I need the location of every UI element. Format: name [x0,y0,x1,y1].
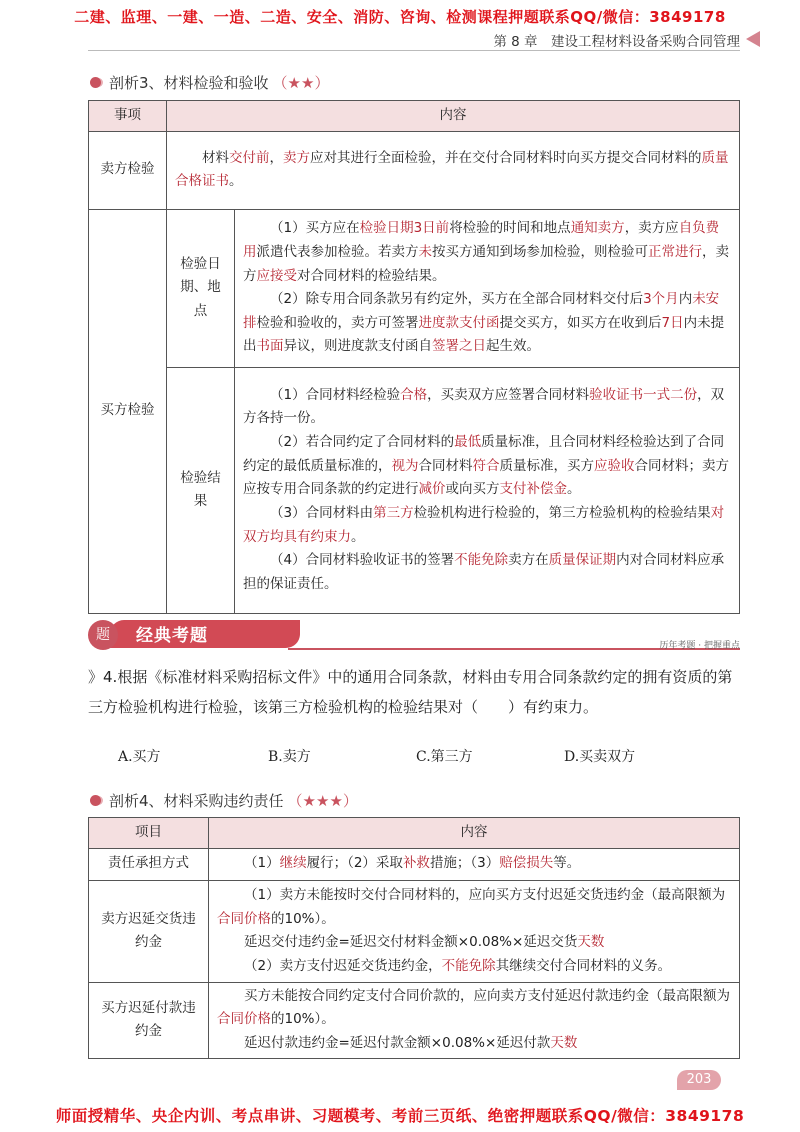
plain-text: 内 [678,291,693,308]
section3-table [88,100,740,614]
plain-text: （1） [244,855,280,872]
row-paragraph [243,431,731,502]
highlight-text: 减价 [418,481,446,498]
option-d[interactable]: D.买卖双方 [564,749,636,765]
plain-text: 提交买方，如买方在收到后 [499,314,662,331]
plain-text: ，卖方 [243,243,729,284]
plain-text: 检验机构进行检验的，第三方检验机构的检验结果 [413,504,711,521]
row-item: 买方迟延付款违约金 [89,982,209,1058]
plain-text: ，双方各持一份。 [243,386,725,427]
plain-text: ， [269,149,283,166]
plain-text: 延迟交付违约金=延迟交付材料金额×0.08%×延迟交货 [244,934,578,951]
section4-title-text: 剖析4、材料采购违约责任 [109,792,284,810]
plain-text: 履行；（2）采取 [306,855,403,872]
highlight-text: 不能免除 [454,552,509,569]
row-paragraph [217,985,731,1032]
plain-text: 对合同材料的检验结果。 [297,267,446,284]
row-paragraph [243,384,731,431]
row-paragraph [243,549,731,596]
classic-badge-icon: 题 [88,620,118,650]
highlight-text: 未安排 [243,291,720,331]
plain-text: 材料 [202,149,229,166]
highlight-text: 第三方 [373,504,414,521]
highlight-text: 赔偿损失 [499,855,554,872]
plain-text: 派遣代表参加检验。若卖方 [256,243,419,260]
row-paragraph [217,1032,731,1056]
option-a[interactable]: A.买方 [118,749,161,765]
table-row [89,848,740,880]
classic-header-label: 经典考题 [136,626,208,646]
table-header-content: 内容 [167,101,740,132]
highlight-text: 应验收 [594,457,635,474]
chapter-header: 第 8 章 建设工程材料设备采购合同管理 [493,34,740,50]
section4-stars: （★★★） [287,792,358,810]
bottom-promo-banner: 师面授精华、央企内训、考点串讲、习题模考、考前三页纸、绝密押题联系QQ/微信：3849178 [55,1107,745,1125]
plain-text: （2）除专用合同条款另有约定外，买方在全部合同材料交付后 [270,291,644,308]
plain-text: ，买卖双方应签署合同材料 [427,386,590,403]
highlight-text: 合格 [400,386,428,403]
table-row [89,131,740,209]
plain-text: ，卖方应 [624,220,679,237]
bullet-dot-icon [90,795,101,806]
plain-text: 检验和验收的，卖方可签署 [256,314,419,331]
row-item: 卖方迟延交货违约金 [89,880,209,982]
highlight-text: 未 [418,243,432,260]
row-paragraph [243,288,731,359]
row-item: 买方检验 [89,209,167,613]
plain-text: （1）卖方未能按时交付合同材料的，应向买方支付迟延交货违约金（最高限额为 [244,886,726,903]
row-paragraph [243,217,731,288]
plain-text: 异议，则进度款支付函自 [283,338,432,355]
plain-text: 。 [567,481,581,498]
plain-text: 的10%）。 [271,910,335,927]
highlight-text: 最低 [454,434,482,451]
highlight-text: 正常进行 [648,243,702,260]
highlight-text: 7日 [661,314,684,331]
highlight-text: 继续 [279,855,307,872]
table-row [89,367,740,613]
highlight-text: 验收证书一式二份 [589,386,698,403]
plain-text: 内对合同材料应承担的保证责任。 [243,552,725,592]
plain-text: 的10%）。 [271,1011,335,1028]
plain-text: 应对其进行全面检验，并在交付合同材料时向买方提交合同材料的 [310,149,702,166]
plain-text: 按买方通知到场参加检验，则检验可 [432,243,648,260]
row-content [209,880,740,982]
question-prefix: 》4. [88,668,118,686]
row-paragraph [243,502,731,549]
table-row [89,880,740,982]
row-item: 责任承担方式 [89,848,209,880]
highlight-text: 质量合格证书 [175,149,729,190]
highlight-text: 进度款支付函 [418,314,500,331]
plain-text: 或向买方 [445,481,500,498]
plain-text: 合同材料；卖方应按专用合同条款的约定进行 [243,457,729,498]
highlight-text: 通知卖方 [570,220,625,237]
plain-text: （2）卖方支付迟延交货违约金， [244,957,442,974]
row-subitem: 检验结果 [167,367,235,613]
highlight-text: 3个月 [643,291,679,308]
section4-title [90,790,358,811]
header-divider [88,50,740,51]
plain-text: 起生效。 [486,338,540,355]
section3-stars: （★★） [272,74,330,92]
row-content [235,367,740,613]
highlight-text: 视为 [391,457,419,474]
plain-text: 其继续交付合同材料的义务。 [495,957,672,974]
row-content [209,982,740,1058]
row-item: 卖方检验 [89,131,167,209]
question-text: 根据《标准材料采购招标文件》中的通用合同条款，材料由专用合同条款约定的拥有资质的第三方检验机构进行检验，该第三方检验机构的检验结果对（ ）有约束力。 [88,668,733,716]
row-content [167,131,740,209]
highlight-text: 天数 [550,1034,578,1051]
highlight-text: 书面 [256,338,284,355]
top-promo-banner: 二建、监理、一建、一造、二造、安全、消防、咨询、检测课程押题联系QQ/微信：3849178 [74,8,726,26]
highlight-text: 符合 [472,457,500,474]
plain-text: 质量标准，且合同材料经检验达到了合同约定的最低质量标准的， [243,434,725,474]
plain-text: （2）若合同约定了合同材料的 [270,434,455,451]
table-header-item: 项目 [89,818,209,849]
option-c[interactable]: C.第三方 [416,749,473,765]
highlight-text: 天数 [577,934,605,951]
section3-title [90,72,329,93]
highlight-text: 对双方均具有约束力 [243,504,725,545]
table-row [89,209,740,367]
classic-questions-header [88,618,740,658]
highlight-text: 补救 [402,855,430,872]
plain-text: （3）合同材料由 [270,504,374,521]
plain-text: 措施；（3） [429,855,500,872]
bullet-dot-icon [90,77,101,88]
row-paragraph [217,955,731,979]
highlight-text: 合同价格 [217,1011,271,1028]
highlight-text: 卖方 [283,149,310,166]
plain-text: 。 [229,173,243,190]
highlight-text: 质量保证期 [548,552,617,569]
highlight-text: 不能免除 [441,957,496,974]
plain-text: 等。 [553,855,581,872]
option-b[interactable]: B.卖方 [268,749,311,765]
table-row [89,982,740,1058]
section4-table [88,817,740,1059]
chapter-arrow-icon [746,31,760,47]
plain-text: 卖方在 [508,552,549,569]
plain-text: （1）买方应在 [270,220,360,237]
table-header-item: 事项 [89,101,167,132]
row-content [209,848,740,880]
row-paragraph [175,147,731,194]
plain-text: 质量标准，买方 [499,457,594,474]
section3-title-text: 剖析3、材料检验和验收 [109,74,269,92]
plain-text: 。 [351,528,365,545]
highlight-text: 检验日期3日前 [359,220,450,237]
table-header-content: 内容 [209,818,740,849]
plain-text: （1）合同材料经检验 [270,386,401,403]
highlight-text: 签署之日 [432,338,486,355]
row-paragraph [217,852,731,876]
highlight-text: 自负费用 [243,220,720,260]
plain-text: 将检验的时间和地点 [449,220,571,237]
row-paragraph [217,931,731,955]
highlight-text: 支付补偿金 [499,481,567,498]
row-subitem: 检验日期、地点 [167,209,235,367]
plain-text: 延迟付款违约金=延迟付款金额×0.08%×延迟付款 [244,1034,551,1051]
highlight-text: 合同价格 [217,910,271,927]
page-number: 203 [677,1070,721,1090]
plain-text: 买方未能按合同约定支付合同价款的，应向卖方支付延迟付款违约金（最高限额为 [244,987,730,1004]
row-paragraph [217,884,731,931]
plain-text: 内未提出 [243,314,725,355]
question-4 [88,662,740,722]
highlight-text: 应接受 [256,267,297,284]
plain-text: （4）合同材料验收证书的签署 [270,552,455,569]
classic-header-tag: 历年考题 · 把握重点 [659,641,740,651]
row-content [235,209,740,367]
highlight-text: 交付前 [229,149,270,166]
plain-text: 合同材料 [418,457,473,474]
